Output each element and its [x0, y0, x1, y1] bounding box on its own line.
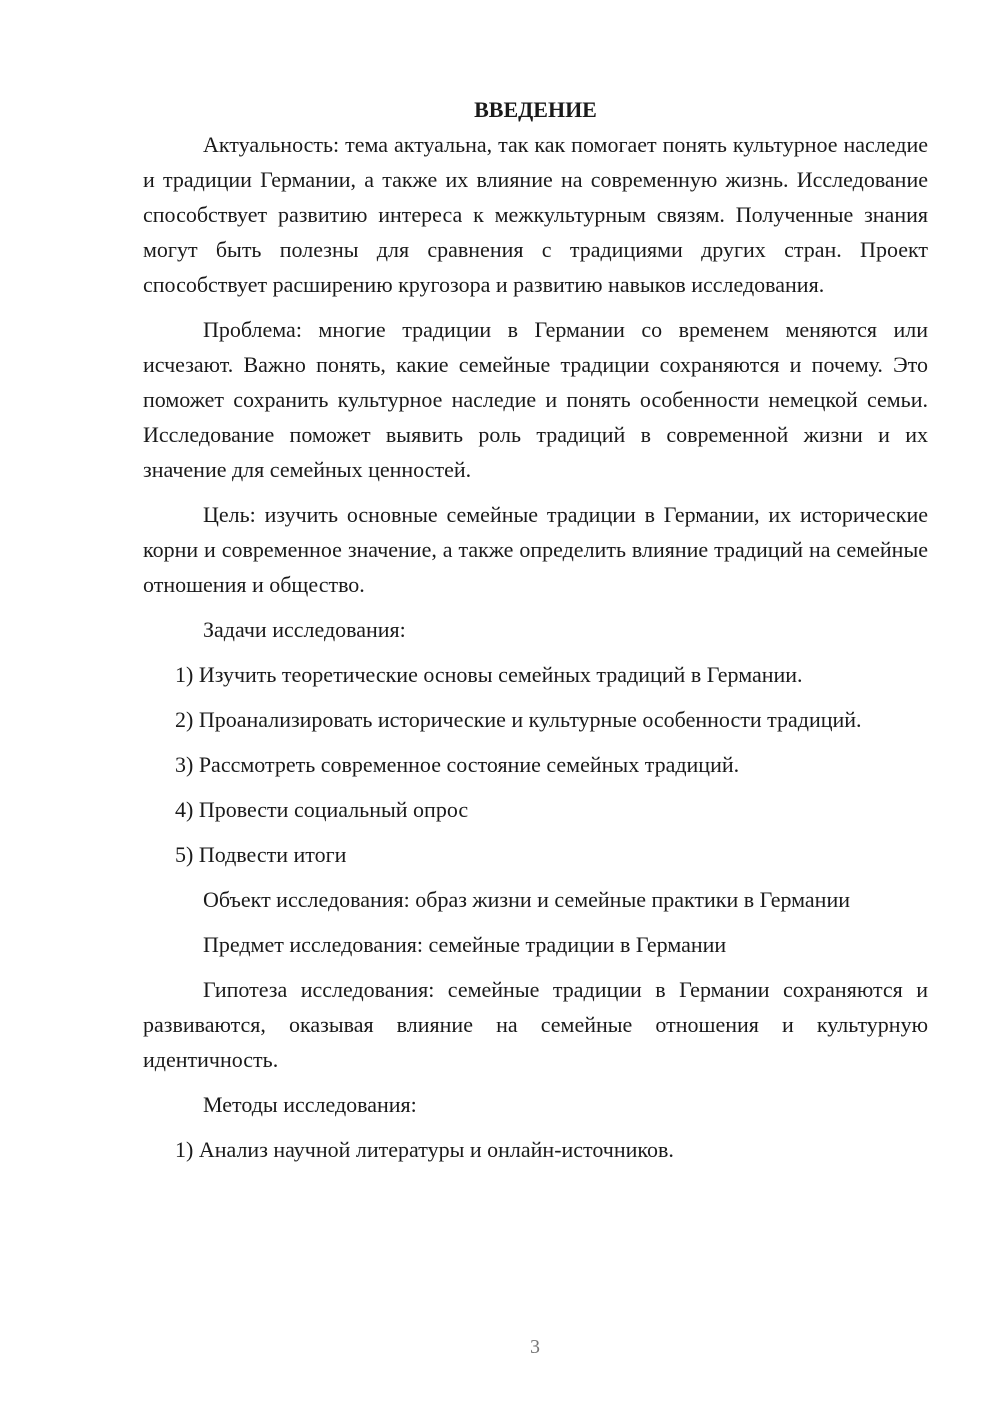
paragraph-hypothesis: Гипотеза исследования: семейные традиции в Германии сохраняются и развиваются, оказывая влияние на семейные отношения и культурную идентичность. — [143, 977, 928, 1072]
paragraph-tasks-heading: Задачи исследования: — [203, 617, 406, 642]
list-item-task-2: 2) Проанализировать исторические и культурные особенности традиций. — [175, 707, 862, 732]
section-heading: ВВЕДЕНИЕ — [474, 97, 597, 122]
paragraph-relevance: Актуальность: тема актуальна, так как помогает понять культурное наследие и традиции Германии, а также их влияние на современную жизнь. Исследование способствует развитию интереса к межкультурным связям. Полученные знания могут быть полезны для сравнения с традициями других стран. Проект способствует расширению кругозора и развитию навыков исследования. — [143, 132, 928, 297]
list-item-task-4: 4) Провести социальный опрос — [175, 797, 469, 822]
document-page — [143, 92, 928, 1167]
page-number: 3 — [530, 1336, 540, 1358]
list-item-task-1: 1) Изучить теоретические основы семейных традиций в Германии. — [175, 662, 803, 687]
paragraph-problem: Проблема: многие традиции в Германии со временем меняются или исчезают. Важно понять, какие семейные традиции сохраняются и почему. Это поможет сохранить культурное наследие и понять особенности немецкой семьи. Исследование поможет выявить роль традиций в современной жизни и их значение для семейных ценностей. — [143, 317, 928, 482]
paragraph-goal: Цель: изучить основные семейные традиции в Германии, их исторические корни и современное значение, а также определить влияние традиций на семейные отношения и общество. — [143, 502, 928, 597]
paragraph-object: Объект исследования: образ жизни и семейные практики в Германии — [203, 887, 850, 912]
paragraph-methods-heading: Методы исследования: — [203, 1092, 417, 1117]
paragraph-subject: Предмет исследования: семейные традиции в Германии — [203, 932, 727, 957]
list-item-method-1: 1) Анализ научной литературы и онлайн-источников. — [175, 1137, 674, 1162]
list-item-task-5: 5) Подвести итоги — [175, 842, 347, 867]
list-item-task-3: 3) Рассмотреть современное состояние семейных традиций. — [175, 752, 740, 777]
